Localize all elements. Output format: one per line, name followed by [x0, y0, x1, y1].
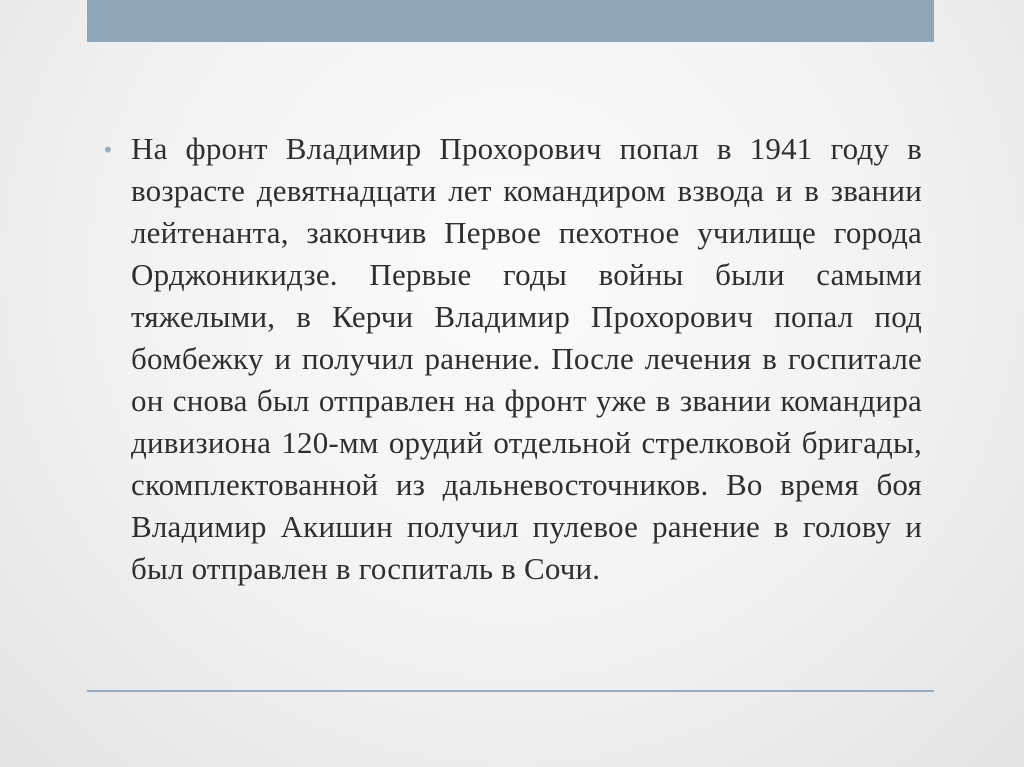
bullet-paragraph: На фронт Владимир Прохорович попал в 1941 году в возрасте девятнадцати лет командиром взвода и в звании лейтенанта, закончив Первое пехотное училище города Орджоникидзе. Первые годы войны были самыми тяжелыми, в Керчи Владимир Прохорович попал под бомбежку и получил ранение. После лечения в госпитале он снова был отправлен на фронт уже в звании командира дивизиона 120-мм орудий отдельной стрелковой бригады, скомплектованной из дальневосточников. Во время боя Владимир Акишин получил пулевое ранение в голову и был отправлен в госпиталь в Сочи.	[131, 131, 922, 586]
bottom-divider	[87, 690, 934, 692]
slide-content	[102, 128, 922, 590]
top-accent-bar	[87, 0, 934, 42]
bullet-icon: •	[102, 138, 114, 162]
